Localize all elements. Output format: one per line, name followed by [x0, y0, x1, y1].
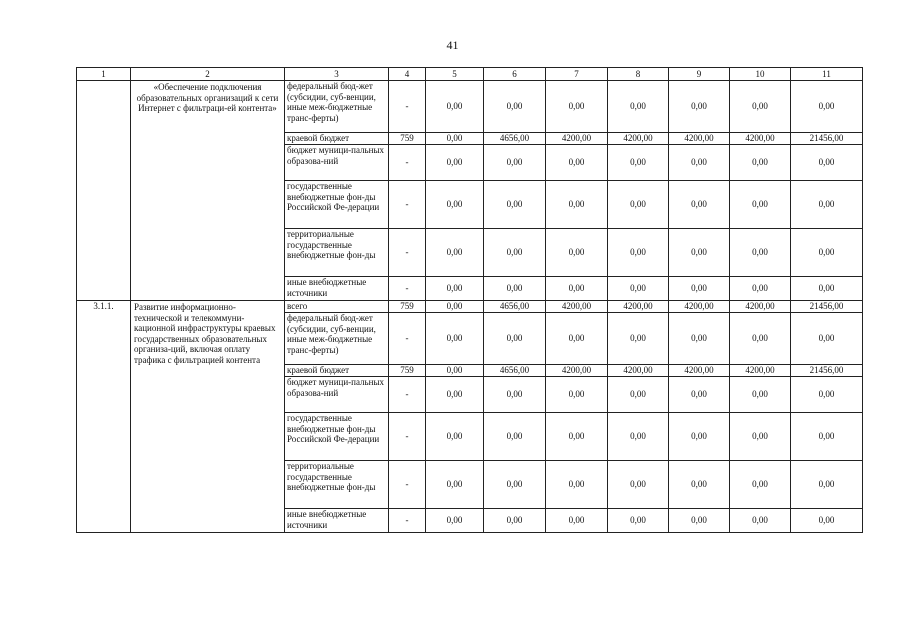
header-cell: 7: [546, 68, 608, 81]
amount-cell: 0,00: [730, 181, 791, 229]
budget-table-body: [77, 68, 863, 533]
amount-cell: 0,00: [608, 277, 669, 301]
page-number: 41: [446, 38, 459, 52]
budget-table: [76, 67, 863, 533]
amount-cell: 0,00: [546, 413, 608, 461]
amount-cell: 0,00: [669, 181, 730, 229]
amount-cell: 0,00: [669, 277, 730, 301]
amount-cell: 4656,00: [484, 365, 546, 377]
amount-cell: 0,00: [608, 461, 669, 509]
amount-cell: 0,00: [669, 81, 730, 133]
amount-cell: 0,00: [484, 313, 546, 365]
amount-cell: 0,00: [426, 133, 484, 145]
amount-cell: 0,00: [546, 377, 608, 413]
amount-cell: 0,00: [426, 365, 484, 377]
amount-cell: 0,00: [669, 413, 730, 461]
funding-source: территориальные государственные внебюджетные фон-ды: [285, 229, 389, 277]
header-cell: 6: [484, 68, 546, 81]
funding-source: федеральный бюд-жет (субсидии, суб-венции, иные меж-бюджетные транс-ферты): [285, 81, 389, 133]
header-row: [77, 68, 863, 81]
amount-cell: 0,00: [426, 181, 484, 229]
amount-cell: 0,00: [791, 229, 863, 277]
amount-cell: 0,00: [546, 509, 608, 533]
header-cell: 11: [791, 68, 863, 81]
budget-code-cell: -: [389, 461, 426, 509]
amount-cell: 4656,00: [484, 301, 546, 313]
amount-cell: 0,00: [484, 413, 546, 461]
amount-cell: 0,00: [546, 461, 608, 509]
amount-cell: 0,00: [484, 145, 546, 181]
amount-cell: 0,00: [791, 277, 863, 301]
amount-cell: 0,00: [669, 313, 730, 365]
amount-cell: 0,00: [791, 377, 863, 413]
amount-cell: 0,00: [426, 81, 484, 133]
amount-cell: 0,00: [608, 229, 669, 277]
amount-cell: 4200,00: [730, 301, 791, 313]
budget-code-cell: 759: [389, 365, 426, 377]
amount-cell: 0,00: [608, 181, 669, 229]
amount-cell: 0,00: [484, 509, 546, 533]
amount-cell: 0,00: [484, 461, 546, 509]
amount-cell: 0,00: [426, 145, 484, 181]
amount-cell: 0,00: [730, 461, 791, 509]
amount-cell: 4200,00: [546, 133, 608, 145]
amount-cell: 4200,00: [546, 301, 608, 313]
amount-cell: 0,00: [484, 81, 546, 133]
amount-cell: 4200,00: [669, 133, 730, 145]
table-row: [77, 301, 863, 313]
amount-cell: 4200,00: [730, 133, 791, 145]
amount-cell: 0,00: [546, 229, 608, 277]
header-cell: 4: [389, 68, 426, 81]
amount-cell: 0,00: [426, 313, 484, 365]
amount-cell: 0,00: [669, 461, 730, 509]
amount-cell: 0,00: [791, 509, 863, 533]
funding-source: государственные внебюджетные фон-ды Российской Фе-дерации: [285, 181, 389, 229]
amount-cell: 0,00: [608, 313, 669, 365]
funding-source: бюджет муници-пальных образова-ний: [285, 377, 389, 413]
amount-cell: 0,00: [608, 145, 669, 181]
funding-source: всего: [285, 301, 389, 313]
amount-cell: 0,00: [426, 413, 484, 461]
amount-cell: 0,00: [546, 313, 608, 365]
amount-cell: 0,00: [426, 509, 484, 533]
amount-cell: 0,00: [791, 413, 863, 461]
budget-code-cell: -: [389, 81, 426, 133]
amount-cell: 0,00: [730, 313, 791, 365]
funding-source: иные внебюджетные источники: [285, 509, 389, 533]
budget-code-cell: -: [389, 277, 426, 301]
amount-cell: 0,00: [730, 145, 791, 181]
header-cell: 2: [131, 68, 285, 81]
amount-cell: 0,00: [730, 81, 791, 133]
amount-cell: 0,00: [730, 377, 791, 413]
amount-cell: 4200,00: [546, 365, 608, 377]
amount-cell: 21456,00: [791, 301, 863, 313]
budget-code-cell: -: [389, 377, 426, 413]
amount-cell: 4200,00: [730, 365, 791, 377]
amount-cell: 4200,00: [608, 301, 669, 313]
amount-cell: 0,00: [484, 377, 546, 413]
budget-code-cell: -: [389, 509, 426, 533]
amount-cell: 0,00: [426, 301, 484, 313]
amount-cell: 4656,00: [484, 133, 546, 145]
amount-cell: 0,00: [426, 377, 484, 413]
amount-cell: 0,00: [669, 377, 730, 413]
amount-cell: 0,00: [791, 313, 863, 365]
amount-cell: 21456,00: [791, 365, 863, 377]
amount-cell: 0,00: [669, 509, 730, 533]
funding-source: федеральный бюд-жет (субсидии, суб-венции, иные меж-бюджетные транс-ферты): [285, 313, 389, 365]
amount-cell: 0,00: [669, 145, 730, 181]
funding-source: иные внебюджетные источники: [285, 277, 389, 301]
amount-cell: 4200,00: [608, 365, 669, 377]
amount-cell: 0,00: [608, 81, 669, 133]
amount-cell: 0,00: [791, 145, 863, 181]
amount-cell: 0,00: [484, 229, 546, 277]
header-cell: 5: [426, 68, 484, 81]
amount-cell: 0,00: [546, 277, 608, 301]
amount-cell: 0,00: [484, 181, 546, 229]
amount-cell: 4200,00: [669, 365, 730, 377]
budget-code-cell: 759: [389, 133, 426, 145]
header-cell: 10: [730, 68, 791, 81]
amount-cell: 0,00: [669, 229, 730, 277]
amount-cell: 0,00: [608, 377, 669, 413]
budget-code-cell: -: [389, 229, 426, 277]
budget-code-cell: -: [389, 181, 426, 229]
amount-cell: 4200,00: [608, 133, 669, 145]
budget-code-cell: -: [389, 145, 426, 181]
amount-cell: 0,00: [730, 229, 791, 277]
amount-cell: 0,00: [546, 181, 608, 229]
amount-cell: 0,00: [791, 81, 863, 133]
item-name: Развитие информационно-технической и телекоммуни-кационной инфраструктуры краевых государственных образовательных организа-ций, включая оплату трафика с фильтрацией контента: [131, 301, 285, 533]
header-cell: 9: [669, 68, 730, 81]
funding-source: бюджет муници-пальных образова-ний: [285, 145, 389, 181]
funding-source: краевой бюджет: [285, 365, 389, 377]
amount-cell: 0,00: [484, 277, 546, 301]
item-name: «Обеспечение подключения образовательных организаций к сети Интернет с фильтраци-ей контента»: [131, 81, 285, 301]
funding-source: государственные внебюджетные фон-ды Российской Фе-дерации: [285, 413, 389, 461]
table-row: [77, 81, 863, 133]
amount-cell: 0,00: [426, 461, 484, 509]
amount-cell: 0,00: [546, 81, 608, 133]
funding-source: территориальные государственные внебюджетные фон-ды: [285, 461, 389, 509]
amount-cell: 21456,00: [791, 133, 863, 145]
budget-code-cell: 759: [389, 301, 426, 313]
funding-source: краевой бюджет: [285, 133, 389, 145]
amount-cell: 0,00: [608, 413, 669, 461]
budget-code-cell: -: [389, 313, 426, 365]
item-code: [77, 81, 131, 301]
header-cell: 3: [285, 68, 389, 81]
budget-code-cell: -: [389, 413, 426, 461]
amount-cell: 0,00: [791, 181, 863, 229]
amount-cell: 0,00: [730, 277, 791, 301]
amount-cell: 0,00: [546, 145, 608, 181]
item-code: 3.1.1.: [77, 301, 131, 533]
amount-cell: 0,00: [426, 229, 484, 277]
amount-cell: 0,00: [730, 413, 791, 461]
amount-cell: 0,00: [608, 509, 669, 533]
amount-cell: 0,00: [791, 461, 863, 509]
amount-cell: 4200,00: [669, 301, 730, 313]
header-cell: 8: [608, 68, 669, 81]
amount-cell: 0,00: [730, 509, 791, 533]
header-cell: 1: [77, 68, 131, 81]
amount-cell: 0,00: [426, 277, 484, 301]
